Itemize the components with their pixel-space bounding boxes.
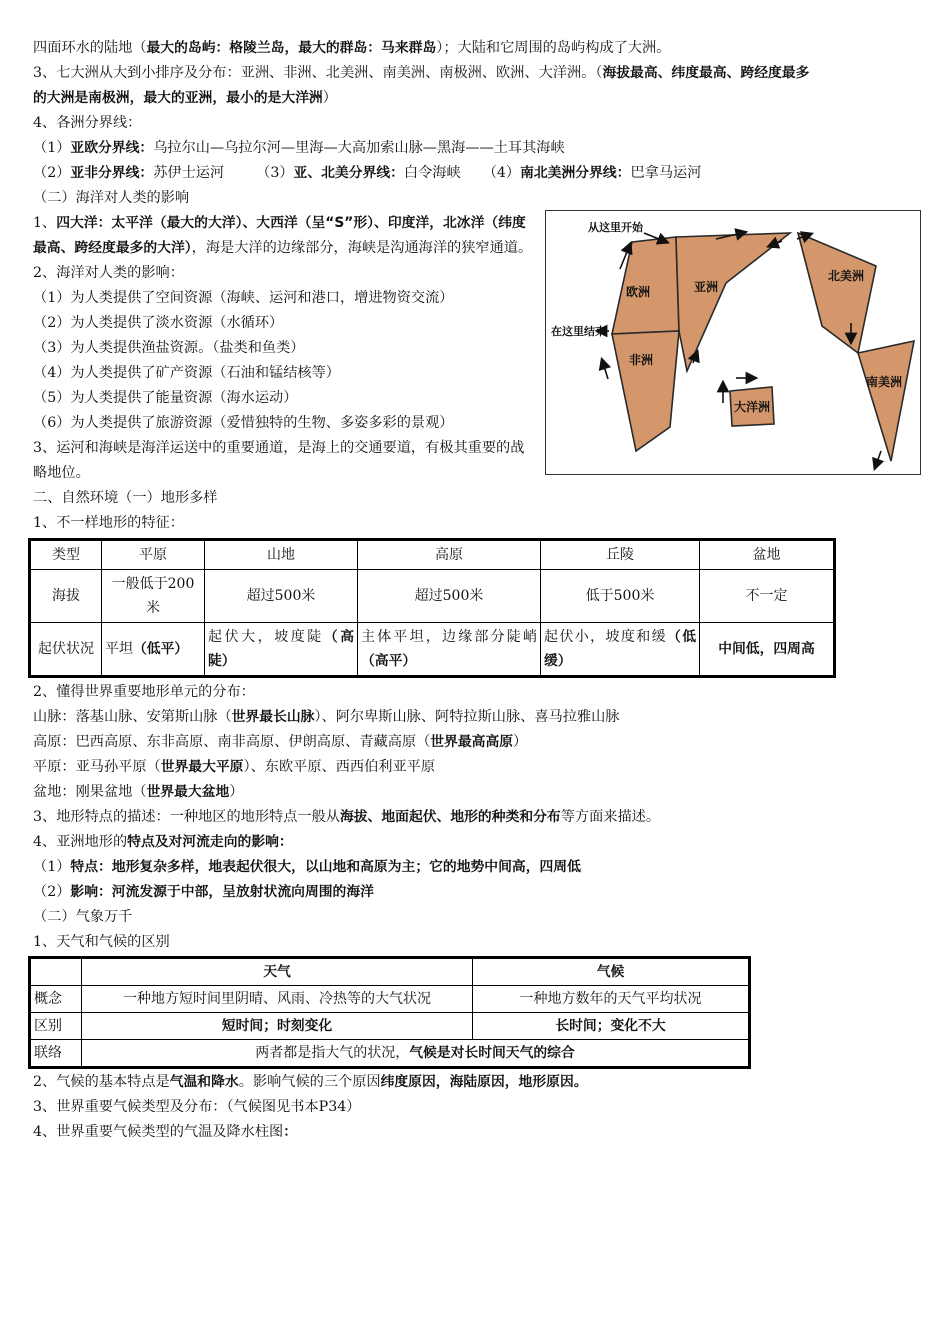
label-asia: 亚洲 bbox=[694, 280, 719, 294]
row-label: 区别 bbox=[30, 1013, 82, 1040]
africa-shape bbox=[612, 331, 679, 451]
row-label: 联络 bbox=[30, 1040, 82, 1068]
table-cell: 中间低，四周高 bbox=[700, 623, 835, 677]
ocean-impact-heading: 2、海洋对人类的影响： bbox=[33, 265, 184, 281]
basins-line: 盆地：刚果盆地（世界最大盆地） bbox=[33, 784, 244, 800]
ocean-impact-item: （5）为人类提供了能量资源（海水运动） bbox=[33, 390, 298, 406]
header-cell: 气候 bbox=[473, 958, 750, 986]
table-cell: 超过500米 bbox=[205, 570, 358, 623]
row-label: 海拔 bbox=[30, 570, 102, 623]
line-ocean-section-heading: （二）海洋对人类的影响 bbox=[33, 190, 190, 206]
table-cell: 两者都是指大气的状况，气候是对长时间天气的综合 bbox=[82, 1040, 750, 1068]
line-boundaries-heading: 4、各洲分界线： bbox=[33, 115, 142, 131]
label-south-america: 南美洲 bbox=[866, 375, 903, 389]
line-seven-continents-cont: 的大洲是南极洲，最大的亚洲，最小的是大洋洲） bbox=[33, 90, 337, 106]
header-cell: 丘陵 bbox=[541, 540, 700, 570]
row-label: 概念 bbox=[30, 986, 82, 1013]
table-cell bbox=[30, 958, 82, 986]
table-cell: 短时间；时刻变化 bbox=[82, 1013, 473, 1040]
table-row bbox=[30, 623, 835, 677]
header-cell: 山地 bbox=[205, 540, 358, 570]
ocean-impact-item: （4）为人类提供了矿产资源（石油和锰结核等） bbox=[33, 365, 340, 381]
table-cell: 起伏大，坡度陡（高陡） bbox=[205, 623, 358, 677]
continents-diagram bbox=[545, 210, 921, 475]
plateaus-line: 高原：巴西高原、东非高原、南非高原、伊朗高原、青藏高原（世界最高高原） bbox=[33, 734, 528, 750]
mountains-line: 山脉：落基山脉、安第斯山脉（世界最长山脉）、阿尔卑斯山脉、阿特拉斯山脉、喜马拉雅山脉 bbox=[33, 709, 620, 725]
table-cell: 长时间；变化不大 bbox=[473, 1013, 750, 1040]
asia-terrain-heading: 4、亚洲地形的特点及对河流走向的影响： bbox=[33, 834, 293, 850]
line-other-boundaries: （2）亚非分界线：苏伊士运河 （3）亚、北美分界线：白令海峡 （4）南北美洲分界线：巴拿马运河 bbox=[33, 165, 702, 181]
line-island-definition: 四面环水的陆地（最大的岛屿：格陵兰岛，最大的群岛：马来群岛）；大陆和它周围的岛屿构成了大洲。 bbox=[33, 40, 671, 56]
label-end: 在这里结束 bbox=[551, 325, 606, 338]
table-cell: 不一定 bbox=[700, 570, 835, 623]
plains-line: 平原：亚马孙平原（世界最大平原）、东欧平原、西西伯利亚平原 bbox=[33, 759, 436, 775]
landform-units-heading: 2、懂得世界重要地形单元的分布： bbox=[33, 684, 255, 700]
arrow-sa-down bbox=[876, 451, 881, 465]
line-seven-continents: 3、七大洲从大到小排序及分布：亚洲、非洲、北美洲、南美洲、南极洲、欧洲、大洋洲。（海拔最高、纬度最高、跨经度最多 bbox=[33, 65, 810, 81]
table-cell: 超过500米 bbox=[358, 570, 541, 623]
climate-heading: （二）气象万千 bbox=[33, 909, 133, 925]
asia-shape bbox=[676, 233, 790, 371]
canal-strait-paragraph: 3、运河和海峡是海洋运送中的重要通道，是海上的交通要道，有极其重要的战略地位。 bbox=[33, 440, 525, 481]
table-row bbox=[30, 986, 750, 1013]
table-row bbox=[30, 958, 750, 986]
ocean-impact-item: （2）为人类提供了淡水资源（水循环） bbox=[33, 315, 284, 331]
header-cell: 盆地 bbox=[700, 540, 835, 570]
header-cell: 类型 bbox=[30, 540, 102, 570]
nature-heading: 二、自然环境（一）地形多样 bbox=[33, 490, 218, 506]
weather-climate-heading: 1、天气和气候的区别 bbox=[33, 934, 170, 950]
row-label: 起伏状况 bbox=[30, 623, 102, 677]
header-cell: 平原 bbox=[102, 540, 205, 570]
four-oceans-paragraph: 1、四大洋：太平洋（最大的大洋）、大西洋（呈“S”形）、印度洋，北冰洋（纬度最高、跨经度最多的大洋），海是大洋的边缘部分，海峡是沟通海洋的狭窄通道。 bbox=[33, 215, 533, 256]
label-africa: 非洲 bbox=[629, 353, 654, 367]
south-america-shape bbox=[858, 341, 914, 461]
climate-features-line: 2、气候的基本特点是气温和降水。影响气候的三个原因纬度原因，海陆原因，地形原因。 bbox=[33, 1074, 588, 1090]
continents-diagram-svg bbox=[546, 211, 920, 474]
label-oceania: 大洋洲 bbox=[734, 400, 771, 414]
table-cell: 起伏小，坡度和缓（低缓） bbox=[541, 623, 700, 677]
arrow-africa-up bbox=[603, 363, 608, 379]
header-cell: 天气 bbox=[82, 958, 473, 986]
asia-terrain-features: （1）特点：地形复杂多样，地表起伏很大，以山地和高原为主；它的地势中间高，四周低 bbox=[33, 859, 581, 875]
ocean-impact-item: （3）为人类提供渔盐资源。（盐类和鱼类） bbox=[33, 340, 305, 356]
table-row bbox=[30, 1013, 750, 1040]
label-europe: 欧洲 bbox=[626, 285, 651, 299]
table-cell: 一种地方短时间里阴晴、风雨、冷热等的大气状况 bbox=[82, 986, 473, 1013]
label-north-america: 北美洲 bbox=[828, 269, 865, 283]
table-cell: 低于500米 bbox=[541, 570, 700, 623]
north-america-shape bbox=[798, 233, 876, 353]
table-cell: 主体平坦，边缘部分陡峭（高平） bbox=[358, 623, 541, 677]
table-cell: 一种地方数年的天气平均状况 bbox=[473, 986, 750, 1013]
weather-climate-table bbox=[28, 956, 751, 1069]
ocean-impact-item: （1）为人类提供了空间资源（海峡、运河和港口，增进物资交流） bbox=[33, 290, 454, 306]
ocean-section bbox=[33, 211, 923, 486]
document-page bbox=[33, 36, 923, 1145]
terrain-features-heading: 1、不一样地形的特征： bbox=[33, 515, 184, 531]
label-start: 从这里开始 bbox=[588, 221, 643, 234]
header-cell: 高原 bbox=[358, 540, 541, 570]
line-asia-europe-boundary: （1）亚欧分界线：乌拉尔山—乌拉尔河—里海—大高加索山脉—黑海——土耳其海峡 bbox=[33, 140, 565, 156]
ocean-impact-item: （6）为人类提供了旅游资源（爱惜独特的生物、多姿多彩的景观） bbox=[33, 415, 454, 431]
climate-charts-line: 4、世界重要气候类型的气温及降水柱图： bbox=[33, 1124, 298, 1140]
table-cell: 平坦（低平） bbox=[102, 623, 205, 677]
ocean-text bbox=[33, 211, 533, 486]
asia-terrain-influence: （2）影响：河流发源于中部，呈放射状流向周围的海洋 bbox=[33, 884, 374, 900]
table-row bbox=[30, 1040, 750, 1068]
terrain-description-line: 3、地形特点的描述：一种地区的地形特点一般从海拔、地面起伏、地形的种类和分布等方面来描述。 bbox=[33, 809, 661, 825]
table-row bbox=[30, 540, 835, 570]
table-cell: 一般低于200米 bbox=[102, 570, 205, 623]
climate-types-line: 3、世界重要气候类型及分布：（气候图见书本P34） bbox=[33, 1099, 361, 1115]
terrain-table bbox=[28, 538, 836, 678]
table-row bbox=[30, 570, 835, 623]
